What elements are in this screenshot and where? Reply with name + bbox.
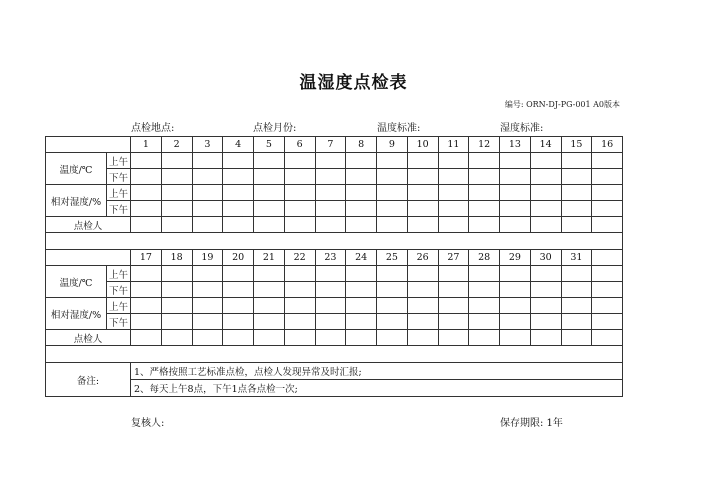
- temperature-pm-cell[interactable]: [438, 282, 469, 298]
- inspector-cell[interactable]: [223, 330, 254, 346]
- day-header: 8: [346, 137, 377, 153]
- humidity-label: 相对湿度/%: [46, 185, 107, 217]
- humidity-pm-cell[interactable]: [592, 201, 623, 217]
- temperature-am-cell[interactable]: [131, 153, 162, 169]
- day-header: 1: [131, 137, 162, 153]
- day-header: 30: [530, 250, 561, 266]
- inspector-cell[interactable]: [438, 217, 469, 233]
- humidity-pm-cell[interactable]: [254, 314, 285, 330]
- temperature-am-cell[interactable]: [192, 266, 223, 282]
- humidity-pm-cell[interactable]: [500, 201, 531, 217]
- pm-label: 下午: [107, 282, 131, 298]
- temperature-pm-cell[interactable]: [407, 169, 438, 185]
- temperature-am-cell[interactable]: [192, 153, 223, 169]
- humidity-am-cell[interactable]: [500, 298, 531, 314]
- humidity-am-cell[interactable]: [161, 185, 192, 201]
- day-header: 24: [346, 250, 377, 266]
- humidity-pm-cell[interactable]: [315, 314, 346, 330]
- day-header: 2: [161, 137, 192, 153]
- temperature-pm-cell[interactable]: [161, 282, 192, 298]
- reviewer-label: 复核人:: [131, 418, 165, 429]
- inspector-cell[interactable]: [377, 217, 408, 233]
- temperature-am-cell[interactable]: [500, 153, 531, 169]
- am-label: 上午: [107, 298, 131, 314]
- humidity-am-cell[interactable]: [161, 298, 192, 314]
- humidity-pm-cell[interactable]: [254, 201, 285, 217]
- humidity-am-cell[interactable]: [254, 185, 285, 201]
- temperature-am-cell[interactable]: [561, 153, 592, 169]
- inspector-cell[interactable]: [561, 330, 592, 346]
- humidity-pm-cell[interactable]: [192, 201, 223, 217]
- inspector-label: 点检人: [46, 330, 131, 346]
- temperature-am-cell[interactable]: [315, 153, 346, 169]
- temperature-standard-label: 温度标准:: [377, 123, 421, 134]
- temperature-am-cell[interactable]: [407, 153, 438, 169]
- inspector-cell[interactable]: [192, 217, 223, 233]
- document-code: 编号: ORN-DJ-PG-001 A0版本: [504, 100, 620, 109]
- inspector-cell[interactable]: [530, 217, 561, 233]
- temperature-pm-cell[interactable]: [561, 282, 592, 298]
- temperature-am-cell[interactable]: [530, 266, 561, 282]
- humidity-am-cell[interactable]: [284, 185, 315, 201]
- inspector-cell[interactable]: [500, 217, 531, 233]
- humidity-am-cell[interactable]: [346, 185, 377, 201]
- humidity-pm-cell[interactable]: [131, 314, 162, 330]
- humidity-am-cell[interactable]: [131, 185, 162, 201]
- am-label: 上午: [107, 153, 131, 169]
- temperature-pm-cell[interactable]: [530, 282, 561, 298]
- temperature-am-cell[interactable]: [161, 153, 192, 169]
- temperature-pm-cell[interactable]: [284, 282, 315, 298]
- temperature-pm-cell[interactable]: [438, 169, 469, 185]
- inspector-cell[interactable]: [346, 217, 377, 233]
- inspector-cell[interactable]: [592, 330, 623, 346]
- humidity-pm-cell[interactable]: [284, 201, 315, 217]
- temperature-pm-cell[interactable]: [346, 169, 377, 185]
- temperature-am-cell[interactable]: [346, 266, 377, 282]
- temperature-am-cell[interactable]: [284, 266, 315, 282]
- day-header: 20: [223, 250, 254, 266]
- humidity-pm-cell[interactable]: [500, 314, 531, 330]
- day-header: 28: [469, 250, 500, 266]
- temperature-pm-cell[interactable]: [315, 169, 346, 185]
- day-header: 10: [407, 137, 438, 153]
- form-title: 温湿度点检表: [299, 73, 408, 93]
- humidity-pm-cell[interactable]: [438, 314, 469, 330]
- humidity-pm-cell[interactable]: [161, 201, 192, 217]
- humidity-am-cell[interactable]: [592, 298, 623, 314]
- temperature-pm-cell[interactable]: [223, 282, 254, 298]
- temperature-am-cell[interactable]: [223, 153, 254, 169]
- day-header: 25: [377, 250, 408, 266]
- humidity-pm-cell[interactable]: [469, 201, 500, 217]
- humidity-pm-cell[interactable]: [223, 314, 254, 330]
- humidity-pm-cell[interactable]: [315, 201, 346, 217]
- inspector-cell[interactable]: [284, 217, 315, 233]
- humidity-pm-cell[interactable]: [377, 201, 408, 217]
- humidity-pm-cell[interactable]: [377, 314, 408, 330]
- day-header: 12: [469, 137, 500, 153]
- temperature-am-cell[interactable]: [407, 266, 438, 282]
- day-header: 15: [561, 137, 592, 153]
- temperature-pm-cell[interactable]: [500, 282, 531, 298]
- day-header: 22: [284, 250, 315, 266]
- humidity-am-cell[interactable]: [407, 185, 438, 201]
- temperature-am-cell[interactable]: [254, 266, 285, 282]
- humidity-am-cell[interactable]: [315, 185, 346, 201]
- humidity-standard-label: 湿度标准:: [500, 123, 544, 134]
- inspector-cell[interactable]: [131, 330, 162, 346]
- temperature-am-cell[interactable]: [346, 153, 377, 169]
- day-header-empty: [592, 250, 623, 266]
- temperature-pm-cell[interactable]: [192, 282, 223, 298]
- inspector-cell[interactable]: [192, 330, 223, 346]
- inspector-cell[interactable]: [592, 217, 623, 233]
- humidity-am-cell[interactable]: [530, 185, 561, 201]
- humidity-am-cell[interactable]: [254, 298, 285, 314]
- inspector-cell[interactable]: [346, 330, 377, 346]
- temperature-am-cell[interactable]: [500, 266, 531, 282]
- temperature-pm-cell[interactable]: [346, 282, 377, 298]
- temperature-am-cell[interactable]: [438, 266, 469, 282]
- inspector-cell[interactable]: [469, 217, 500, 233]
- humidity-am-cell[interactable]: [192, 298, 223, 314]
- temperature-pm-cell[interactable]: [254, 169, 285, 185]
- temperature-am-cell[interactable]: [254, 153, 285, 169]
- remark-note-2: 2、每天上午8点，下午1点各点检一次;: [131, 380, 623, 397]
- day-header: 4: [223, 137, 254, 153]
- inspector-cell[interactable]: [254, 217, 285, 233]
- temperature-am-cell[interactable]: [161, 266, 192, 282]
- temperature-am-cell[interactable]: [315, 266, 346, 282]
- temperature-am-cell[interactable]: [377, 266, 408, 282]
- humidity-am-cell[interactable]: [284, 298, 315, 314]
- temperature-pm-cell[interactable]: [469, 282, 500, 298]
- day-header: 11: [438, 137, 469, 153]
- day-header: 9: [377, 137, 408, 153]
- am-label: 上午: [107, 266, 131, 282]
- humidity-pm-cell[interactable]: [161, 314, 192, 330]
- day-header: 3: [192, 137, 223, 153]
- inspection-month-label: 点检月份:: [253, 123, 297, 134]
- day-header: 29: [500, 250, 531, 266]
- inspector-cell[interactable]: [161, 330, 192, 346]
- inspector-cell[interactable]: [561, 217, 592, 233]
- humidity-am-cell[interactable]: [438, 185, 469, 201]
- day-header: 26: [407, 250, 438, 266]
- temperature-pm-cell[interactable]: [161, 169, 192, 185]
- temperature-pm-cell[interactable]: [592, 282, 623, 298]
- humidity-pm-cell[interactable]: [438, 201, 469, 217]
- retention-period-label: 保存期限: 1年: [500, 418, 563, 429]
- temperature-pm-cell[interactable]: [223, 169, 254, 185]
- day-header: 7: [315, 137, 346, 153]
- inspection-table: [45, 136, 623, 397]
- humidity-am-cell[interactable]: [530, 298, 561, 314]
- day-header: 17: [131, 250, 162, 266]
- humidity-am-cell[interactable]: [377, 185, 408, 201]
- temperature-am-cell[interactable]: [131, 266, 162, 282]
- inspector-cell[interactable]: [438, 330, 469, 346]
- temperature-am-cell[interactable]: [223, 266, 254, 282]
- humidity-pm-cell[interactable]: [469, 314, 500, 330]
- temperature-pm-cell[interactable]: [407, 282, 438, 298]
- day-header: 21: [254, 250, 285, 266]
- inspector-cell[interactable]: [407, 330, 438, 346]
- inspector-cell[interactable]: [161, 217, 192, 233]
- pm-label: 下午: [107, 201, 131, 217]
- day-header: 13: [500, 137, 531, 153]
- humidity-am-cell[interactable]: [346, 298, 377, 314]
- temperature-am-cell[interactable]: [469, 266, 500, 282]
- temperature-pm-cell[interactable]: [315, 282, 346, 298]
- humidity-am-cell[interactable]: [438, 298, 469, 314]
- temperature-label: 温度/℃: [46, 266, 107, 298]
- temperature-pm-cell[interactable]: [377, 169, 408, 185]
- humidity-am-cell[interactable]: [223, 185, 254, 201]
- am-label: 上午: [107, 185, 131, 201]
- inspector-cell[interactable]: [254, 330, 285, 346]
- humidity-pm-cell[interactable]: [223, 201, 254, 217]
- temperature-pm-cell[interactable]: [131, 169, 162, 185]
- humidity-am-cell[interactable]: [469, 298, 500, 314]
- inspector-label: 点检人: [46, 217, 131, 233]
- humidity-am-cell[interactable]: [131, 298, 162, 314]
- humidity-label: 相对湿度/%: [46, 298, 107, 330]
- remarks-label: 备注:: [46, 363, 131, 397]
- spacer-row: [46, 346, 623, 363]
- inspector-cell[interactable]: [530, 330, 561, 346]
- temperature-am-cell[interactable]: [438, 153, 469, 169]
- humidity-pm-cell[interactable]: [192, 314, 223, 330]
- humidity-pm-cell[interactable]: [407, 314, 438, 330]
- humidity-am-cell[interactable]: [377, 298, 408, 314]
- inspector-cell[interactable]: [500, 330, 531, 346]
- temperature-pm-cell[interactable]: [377, 282, 408, 298]
- temperature-pm-cell[interactable]: [254, 282, 285, 298]
- day-header: 19: [192, 250, 223, 266]
- temperature-am-cell[interactable]: [377, 153, 408, 169]
- temperature-pm-cell[interactable]: [561, 169, 592, 185]
- humidity-pm-cell[interactable]: [561, 201, 592, 217]
- humidity-am-cell[interactable]: [592, 185, 623, 201]
- day-header: 5: [254, 137, 285, 153]
- day-header: 16: [592, 137, 623, 153]
- header-corner-cell: [46, 250, 131, 266]
- humidity-pm-cell[interactable]: [346, 201, 377, 217]
- humidity-pm-cell[interactable]: [561, 314, 592, 330]
- temperature-am-cell[interactable]: [530, 153, 561, 169]
- temperature-pm-cell[interactable]: [192, 169, 223, 185]
- day-header: 23: [315, 250, 346, 266]
- inspector-cell[interactable]: [377, 330, 408, 346]
- temperature-pm-cell[interactable]: [530, 169, 561, 185]
- humidity-pm-cell[interactable]: [346, 314, 377, 330]
- inspector-cell[interactable]: [407, 217, 438, 233]
- temperature-am-cell[interactable]: [284, 153, 315, 169]
- humidity-am-cell[interactable]: [223, 298, 254, 314]
- day-header: 6: [284, 137, 315, 153]
- inspection-location-label: 点检地点:: [131, 123, 175, 134]
- temperature-pm-cell[interactable]: [284, 169, 315, 185]
- day-header: 14: [530, 137, 561, 153]
- day-header: 31: [561, 250, 592, 266]
- inspector-cell[interactable]: [315, 330, 346, 346]
- pm-label: 下午: [107, 169, 131, 185]
- spacer-row: [46, 233, 623, 250]
- humidity-pm-cell[interactable]: [592, 314, 623, 330]
- temperature-pm-cell[interactable]: [500, 169, 531, 185]
- inspector-cell[interactable]: [223, 217, 254, 233]
- humidity-am-cell[interactable]: [469, 185, 500, 201]
- humidity-pm-cell[interactable]: [131, 201, 162, 217]
- pm-label: 下午: [107, 314, 131, 330]
- temperature-am-cell[interactable]: [592, 266, 623, 282]
- humidity-am-cell[interactable]: [192, 185, 223, 201]
- humidity-pm-cell[interactable]: [284, 314, 315, 330]
- humidity-pm-cell[interactable]: [530, 201, 561, 217]
- humidity-am-cell[interactable]: [561, 185, 592, 201]
- inspector-cell[interactable]: [284, 330, 315, 346]
- temperature-label: 温度/℃: [46, 153, 107, 185]
- inspector-cell[interactable]: [315, 217, 346, 233]
- temperature-am-cell[interactable]: [592, 153, 623, 169]
- day-header: 18: [161, 250, 192, 266]
- humidity-am-cell[interactable]: [500, 185, 531, 201]
- humidity-am-cell[interactable]: [561, 298, 592, 314]
- remark-note-1: 1、严格按照工艺标准点检，点检人发现异常及时汇报;: [131, 363, 623, 380]
- humidity-am-cell[interactable]: [315, 298, 346, 314]
- temperature-am-cell[interactable]: [561, 266, 592, 282]
- day-header: 27: [438, 250, 469, 266]
- temperature-pm-cell[interactable]: [469, 169, 500, 185]
- temperature-pm-cell[interactable]: [131, 282, 162, 298]
- humidity-pm-cell[interactable]: [530, 314, 561, 330]
- humidity-am-cell[interactable]: [407, 298, 438, 314]
- header-corner-cell: [46, 137, 131, 153]
- temperature-am-cell[interactable]: [469, 153, 500, 169]
- temperature-pm-cell[interactable]: [592, 169, 623, 185]
- inspector-cell[interactable]: [469, 330, 500, 346]
- humidity-pm-cell[interactable]: [407, 201, 438, 217]
- inspector-cell[interactable]: [131, 217, 162, 233]
